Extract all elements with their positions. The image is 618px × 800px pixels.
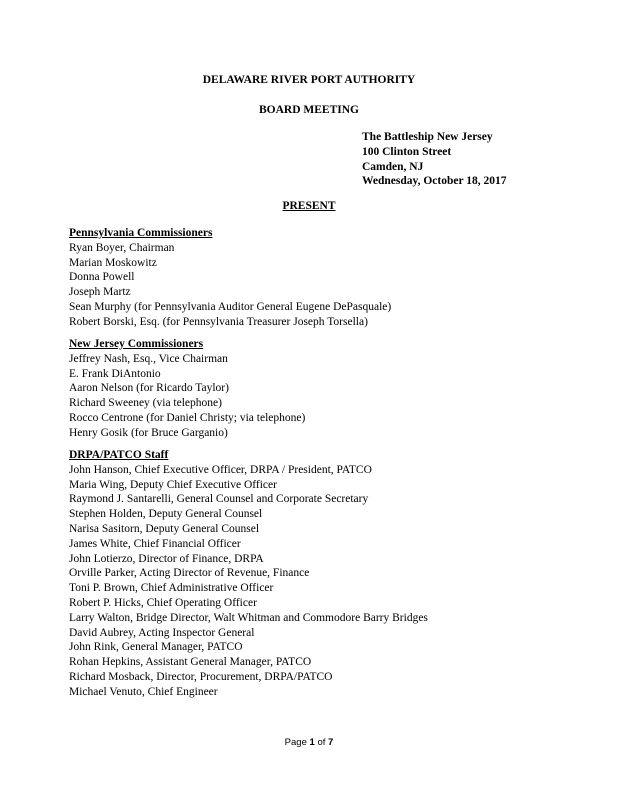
meeting-location-block	[362, 130, 507, 189]
staff-section	[69, 448, 428, 700]
meeting-date: Wednesday, October 18, 2017	[362, 175, 507, 188]
attendee: Donna Powell	[69, 271, 135, 284]
attendee: Joseph Martz	[69, 286, 131, 299]
city-state: Camden, NJ	[362, 160, 424, 173]
pennsylvania-commissioners-section	[69, 226, 391, 330]
attendee: Marian Moskowitz	[69, 256, 157, 269]
section-heading: Pennsylvania Commissioners	[69, 227, 213, 239]
of-label: of	[317, 737, 326, 748]
attendee: Orville Parker, Acting Director of Revenue, Finance	[69, 567, 310, 580]
current-page-number: 1	[309, 737, 315, 748]
attendee: Narisa Sasitorn, Deputy General Counsel	[69, 522, 260, 535]
attendee: James White, Chief Financial Officer	[69, 537, 241, 550]
attendee: Larry Walton, Bridge Director, Walt Whitman and Commodore Barry Bridges	[69, 611, 428, 624]
attendee: Henry Gosik (for Bruce Garganio)	[69, 426, 228, 439]
present-heading: PRESENT	[282, 200, 336, 212]
section-heading: DRPA/PATCO Staff	[69, 449, 169, 461]
attendee: Ryan Boyer, Chairman	[69, 241, 175, 254]
attendee: Jeffrey Nash, Esq., Vice Chairman	[69, 352, 228, 365]
attendee: John Hanson, Chief Executive Officer, DRPA / President, PATCO	[69, 463, 372, 476]
attendee: Rohan Hepkins, Assistant General Manager, PATCO	[69, 656, 312, 669]
attendee: Raymond J. Santarelli, General Counsel and Corporate Secretary	[69, 493, 369, 506]
attendee: Richard Mosback, Director, Procurement, DRPA/PATCO	[69, 670, 333, 683]
attendee: Maria Wing, Deputy Chief Executive Officer	[69, 478, 277, 491]
meeting-title: BOARD MEETING	[259, 104, 359, 116]
attendee: Stephen Holden, Deputy General Counsel	[69, 508, 263, 521]
attendee: David Aubrey, Acting Inspector General	[69, 626, 255, 639]
attendee: Sean Murphy (for Pennsylvania Auditor General Eugene DePasquale)	[69, 300, 392, 313]
attendee: John Rink, General Manager, PATCO	[69, 641, 243, 654]
attendee: E. Frank DiAntonio	[69, 367, 161, 380]
attendee: Michael Venuto, Chief Engineer	[69, 685, 218, 698]
organization-title: DELAWARE RIVER PORT AUTHORITY	[202, 74, 416, 86]
attendee: Robert Borski, Esq. (for Pennsylvania Treasurer Joseph Torsella)	[69, 315, 368, 328]
attendee: Rocco Centrone (for Daniel Christy; via telephone)	[69, 411, 306, 424]
page-label: Page	[284, 737, 307, 748]
attendee: Richard Sweeney (via telephone)	[69, 397, 222, 410]
total-page-count: 7	[328, 737, 334, 748]
attendee: Toni P. Brown, Chief Administrative Officer	[69, 582, 274, 595]
attendee: Robert P. Hicks, Chief Operating Officer	[69, 596, 257, 609]
attendee: John Lotierzo, Director of Finance, DRPA	[69, 552, 264, 565]
section-heading: New Jersey Commissioners	[69, 338, 204, 350]
new-jersey-commissioners-section	[69, 337, 305, 441]
venue-name: The Battleship New Jersey	[362, 131, 493, 143]
page-number-footer	[0, 737, 618, 749]
attendee: Aaron Nelson (for Ricardo Taylor)	[69, 382, 229, 395]
street-address: 100 Clinton Street	[362, 145, 452, 158]
